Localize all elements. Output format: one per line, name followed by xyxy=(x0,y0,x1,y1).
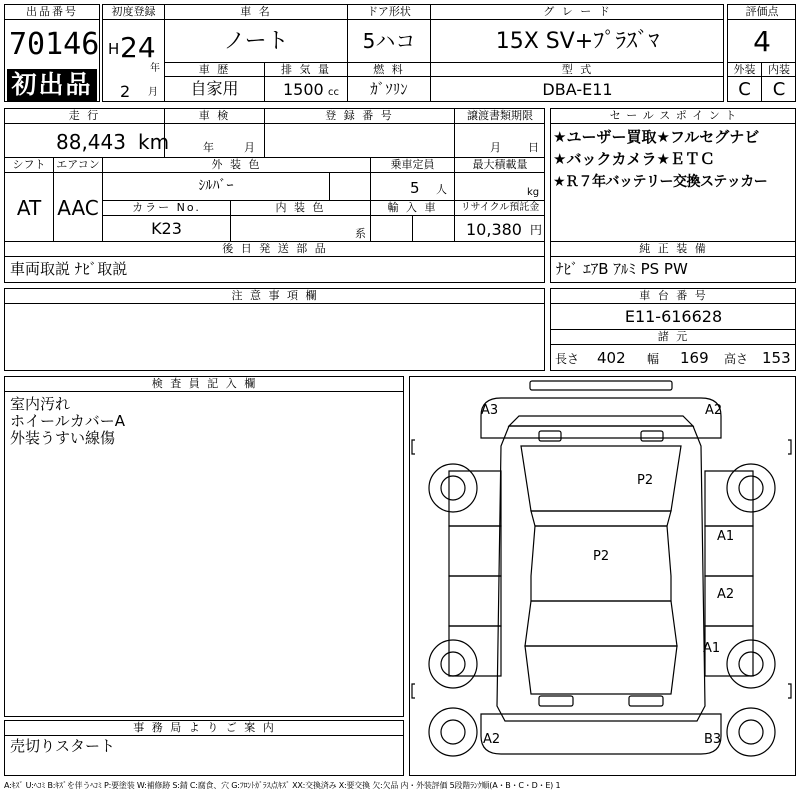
color-no: K23 xyxy=(151,219,182,238)
model-label: 型 式 xyxy=(561,63,594,76)
inspector-label: 検 査 員 記 入 欄 xyxy=(151,377,258,390)
interior-color-label: 内 装 色 xyxy=(275,201,326,214)
lot-number: 70146 xyxy=(9,27,100,62)
inspector-note: 室内汚れ xyxy=(10,395,71,413)
legend: A:ｷｽﾞ U:ﾍｺﾐ B:ｷｽﾞを伴うﾍｺﾐ P:要塗装 W:補修跡 S:錆 C:腐食、穴 G:ﾌﾛﾝﾄｶﾞﾗｽ点ｷｽﾞ XX:交換済み X:要交換 欠:欠品 内・外装評価 5段階ﾗﾝｸ順(A・B・C・D・E) 1 xyxy=(4,781,561,790)
grade-label: グ レ ー ド xyxy=(543,5,612,18)
sales-point-line: ★バックカメラ★ＥＴＣ xyxy=(553,150,715,168)
reg-year: 24 xyxy=(120,31,156,64)
damage-mark: P2 xyxy=(637,473,654,488)
later-parts: 車両取説 ﾅﾋﾞ取説 xyxy=(10,260,128,278)
equipment-label: 純 正 装 備 xyxy=(639,242,708,255)
equipment: ﾅﾋﾞ ｴｱB ｱﾙﾐ PS PW xyxy=(556,260,688,278)
score: 4 xyxy=(753,25,771,58)
damage-mark: P2 xyxy=(593,549,610,564)
capacity: 5 xyxy=(410,179,420,197)
history-label: 車 歴 xyxy=(198,63,231,76)
year-unit: 年 xyxy=(150,63,160,74)
max-load-label: 最大積載量 xyxy=(472,158,528,171)
length: 402 xyxy=(597,349,626,367)
month-unit: 月 xyxy=(148,87,158,98)
height-label: 高さ xyxy=(724,352,749,366)
shift: AT xyxy=(16,196,42,220)
exterior-grade: C xyxy=(738,79,751,100)
grade: 15X SV+ﾌﾟﾗｽﾞﾏ xyxy=(495,29,660,54)
recycle-unit: 円 xyxy=(530,223,543,237)
damage-mark: B3 xyxy=(704,732,722,747)
width-label: 幅 xyxy=(647,352,660,366)
dimensions-label: 諸 元 xyxy=(657,330,690,343)
sales-point-line: ★ユーザー買取★フルセグナビ xyxy=(553,128,760,146)
reg-month: 2 xyxy=(120,82,131,101)
ac: AAC xyxy=(57,196,99,220)
first-listing-badge: 初出品 xyxy=(7,69,97,101)
lot-number-box xyxy=(4,4,100,102)
exterior-color: ｼﾙﾊﾞｰ xyxy=(198,178,234,194)
damage-mark: A2 xyxy=(483,732,501,747)
lot-number-label: 出品番号 xyxy=(5,5,99,20)
transfer-doc-label: 譲渡書類期限 xyxy=(467,109,533,122)
damage-mark: A3 xyxy=(481,403,499,418)
width: 169 xyxy=(680,349,709,367)
damage-mark: A1 xyxy=(717,529,735,544)
color-label: 外 装 色 xyxy=(211,158,262,171)
shift-label: シフト xyxy=(12,158,46,171)
era: H xyxy=(108,40,120,58)
damage-mark: A2 xyxy=(705,403,723,418)
ac-label: エアコン xyxy=(56,158,100,171)
mileage: 88,443 xyxy=(56,130,126,154)
model: DBA-E11 xyxy=(542,80,613,99)
exterior-label: 外装 xyxy=(733,63,756,76)
door-type: 5ハコ xyxy=(362,29,416,53)
sales-point-label: セ ー ル ス ポ イ ン ト xyxy=(609,109,738,122)
recycle-fee: 10,380 xyxy=(466,220,522,239)
interior-color-unit: 系 xyxy=(355,227,366,240)
fuel-label: 燃 料 xyxy=(373,63,405,76)
first-reg-label: 初度登録 xyxy=(111,5,156,18)
mileage-label: 走 行 xyxy=(68,109,101,122)
later-parts-label: 後 日 発 送 部 品 xyxy=(222,242,328,255)
max-load-unit: kg xyxy=(527,187,540,198)
sales-point-line: ★Ｒ７年バッテリー交換ステッカー xyxy=(553,174,768,190)
displacement: 1500 xyxy=(283,80,324,99)
history: 自家用 xyxy=(190,79,239,98)
car-name: ノート xyxy=(223,29,289,54)
car-name-label: 車 名 xyxy=(240,5,272,18)
length-label: 長さ xyxy=(555,352,580,366)
capacity-unit: 人 xyxy=(436,183,447,196)
damage-mark: A2 xyxy=(717,587,735,602)
car-damage-diagram xyxy=(409,376,796,776)
displacement-unit: cc xyxy=(328,87,339,98)
capacity-label: 乗車定員 xyxy=(390,158,435,171)
reg-number-label: 登 録 番 号 xyxy=(325,109,394,122)
door-label: ドア形状 xyxy=(367,5,411,18)
office-label: 事 務 局 よ り ご 案 内 xyxy=(133,721,276,734)
recycle-label: リサイクル預託金 xyxy=(460,202,540,213)
interior-label: 内装 xyxy=(768,63,790,76)
displacement-label: 排 気 量 xyxy=(281,63,331,76)
inspector-note: 外装うすい線傷 xyxy=(10,429,116,447)
inspection-label: 車 検 xyxy=(198,109,231,122)
inspection-month-unit: 月 xyxy=(244,141,255,154)
transfer-month-unit: 月 xyxy=(490,141,501,154)
chassis-number: E11-616628 xyxy=(624,307,723,326)
height: 153 xyxy=(762,349,791,367)
score-label: 評価点 xyxy=(745,5,779,18)
notes-label: 注 意 事 項 欄 xyxy=(231,289,319,302)
color-no-label: カラー No. xyxy=(132,201,201,214)
fuel: ｶﾞｿﾘﾝ xyxy=(370,80,408,98)
import-label: 輸 入 車 xyxy=(387,201,438,214)
inspection-year-unit: 年 xyxy=(203,141,214,154)
chassis-label: 車 台 番 号 xyxy=(639,289,708,302)
inspector-note: ホイールカバーA xyxy=(10,412,125,430)
office-message: 売切りスタート xyxy=(10,737,116,755)
damage-mark: A1 xyxy=(703,641,721,656)
interior-grade: C xyxy=(772,79,786,100)
mileage-unit: km xyxy=(138,130,170,154)
transfer-day-unit: 日 xyxy=(528,141,539,154)
